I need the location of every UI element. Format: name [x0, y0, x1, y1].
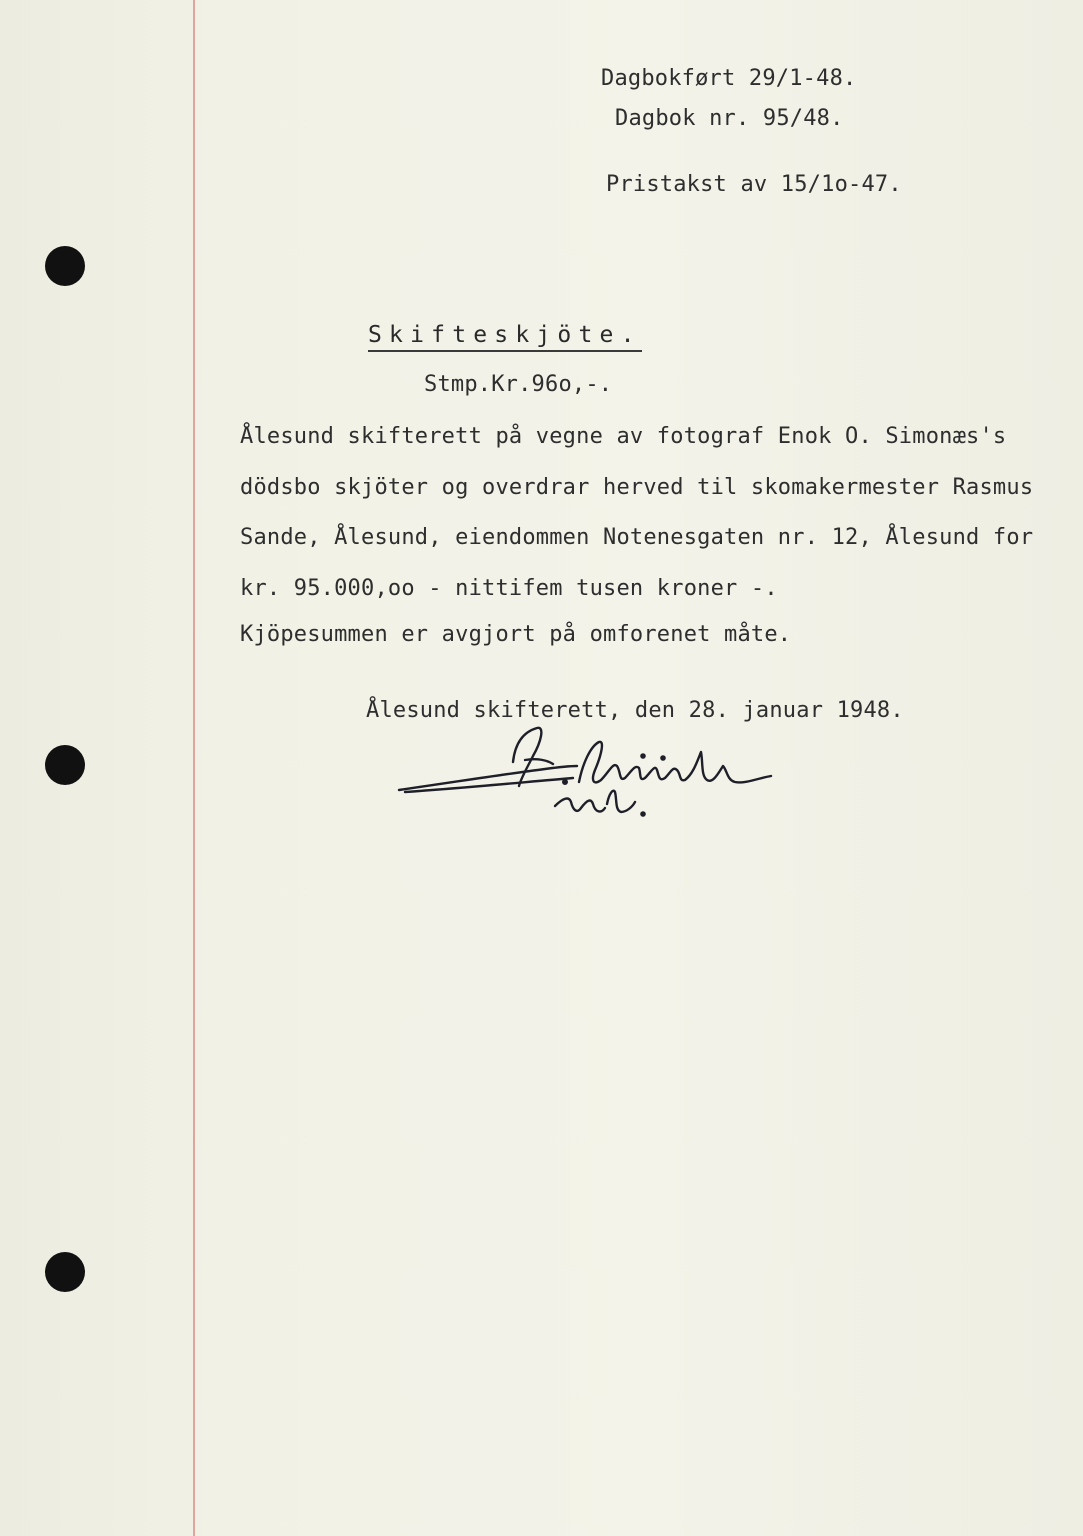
pristakst-line: Pristakst av 15/1o-47.: [606, 172, 902, 197]
punch-hole-middle: [45, 745, 85, 785]
stamp-line: Stmp.Kr.96o,-.: [424, 372, 613, 397]
dagbok-nr-line: Dagbok nr. 95/48.: [615, 106, 844, 131]
punch-hole-bottom: [45, 1252, 85, 1292]
body-line-2: dödsbo skjöter og overdrar herved til skomakermester Rasmus: [240, 475, 1034, 500]
place-date-line: Ålesund skifterett, den 28. januar 1948.: [366, 698, 904, 723]
body-line-3: Sande, Ålesund, eiendommen Notenesgaten nr. 12, Ålesund for: [240, 525, 1034, 550]
dagbokfort-line: Dagbokført 29/1-48.: [601, 66, 857, 91]
body-line-1: Ålesund skifterett på vegne av fotograf Enok O. Simonæs's: [240, 424, 1007, 449]
punch-hole-top: [45, 246, 85, 286]
body-line-5: Kjöpesummen er avgjort på omforenet måte.: [240, 622, 792, 647]
document-title: Skifteskjöte.: [368, 322, 642, 352]
margin-line: [193, 0, 195, 1536]
body-line-4: kr. 95.000,oo - nittifem tusen kroner -.: [240, 576, 778, 601]
handwritten-signature: [395, 722, 795, 836]
